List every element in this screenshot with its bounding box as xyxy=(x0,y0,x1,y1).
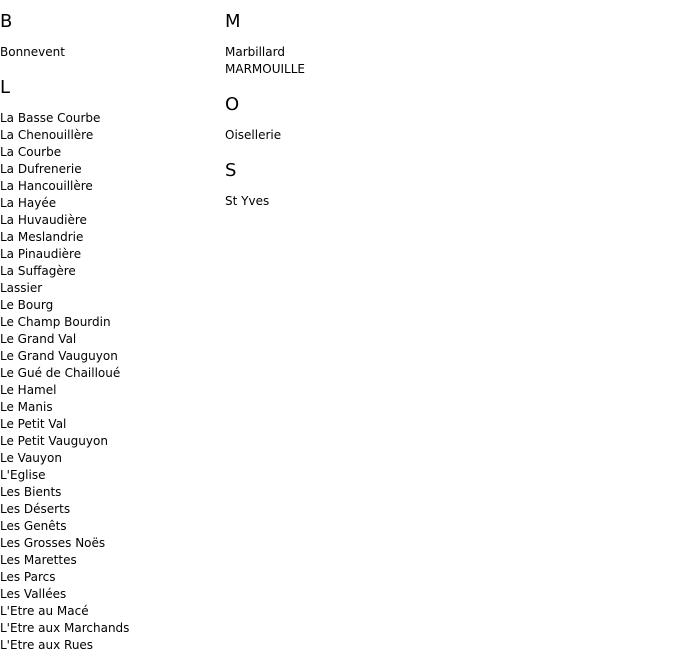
section-letter: M xyxy=(225,11,241,32)
place-link[interactable]: Les Parcs xyxy=(0,570,56,584)
index-column-right xyxy=(225,0,445,210)
place-link[interactable]: La Huvaudière xyxy=(0,213,87,227)
place-link[interactable]: La Chenouillère xyxy=(0,128,94,142)
place-link[interactable]: L'Etre aux Rues xyxy=(0,638,94,652)
section-letter: O xyxy=(225,94,240,115)
section-letter: B xyxy=(0,11,13,32)
place-link[interactable]: La Hayée xyxy=(0,196,57,210)
place-link[interactable]: Le Petit Val xyxy=(0,417,67,431)
place-link[interactable]: Les Bients xyxy=(0,485,62,499)
place-link[interactable]: Les Grosses Noës xyxy=(0,536,106,550)
place-link[interactable]: Le Gué de Chailloué xyxy=(0,366,121,380)
place-link[interactable]: La Suffagère xyxy=(0,264,76,278)
place-link[interactable]: Le Petit Vauguyon xyxy=(0,434,108,448)
place-list xyxy=(0,44,220,61)
section-o xyxy=(225,94,445,144)
section-l xyxy=(0,77,220,654)
place-link[interactable]: Le Grand Vauguyon xyxy=(0,349,118,363)
place-link[interactable]: Lassier xyxy=(0,281,43,295)
place-list xyxy=(225,127,445,144)
section-letter: S xyxy=(225,160,237,181)
place-link[interactable]: Le Champ Bourdin xyxy=(0,315,111,329)
place-link[interactable]: La Basse Courbe xyxy=(0,111,101,125)
place-list xyxy=(225,44,445,78)
place-link[interactable]: Le Vauyon xyxy=(0,451,62,465)
place-link[interactable]: MARMOUILLE xyxy=(225,62,305,76)
index-column-left xyxy=(0,0,220,654)
place-list xyxy=(0,110,220,654)
place-link[interactable]: Les Marettes xyxy=(0,553,77,567)
place-link[interactable]: La Hancouillère xyxy=(0,179,93,193)
place-link[interactable]: Le Grand Val xyxy=(0,332,77,346)
section-m xyxy=(225,11,445,78)
place-link[interactable]: Marbillard xyxy=(225,45,285,59)
place-link[interactable]: La Courbe xyxy=(0,145,62,159)
section-b xyxy=(0,11,220,61)
place-link[interactable]: L'Etre au Macé xyxy=(0,604,89,618)
place-link[interactable]: Le Bourg xyxy=(0,298,54,312)
place-link[interactable]: St Yves xyxy=(225,194,270,208)
place-link[interactable]: La Pinaudière xyxy=(0,247,82,261)
place-link[interactable]: Oisellerie xyxy=(225,128,282,142)
place-link[interactable]: L'Eglise xyxy=(0,468,46,482)
place-link[interactable]: Les Déserts xyxy=(0,502,71,516)
place-link[interactable]: L'Etre aux Marchands xyxy=(0,621,130,635)
place-link[interactable]: Les Vallées xyxy=(0,587,67,601)
place-link[interactable]: Les Genêts xyxy=(0,519,67,533)
place-link[interactable]: La Meslandrie xyxy=(0,230,84,244)
place-link[interactable]: La Dufrenerie xyxy=(0,162,82,176)
section-letter: L xyxy=(0,77,11,98)
section-s xyxy=(225,160,445,210)
place-link[interactable]: Bonnevent xyxy=(0,45,65,59)
place-link[interactable]: Le Manis xyxy=(0,400,53,414)
place-link[interactable]: Le Hamel xyxy=(0,383,57,397)
place-list xyxy=(225,193,445,210)
